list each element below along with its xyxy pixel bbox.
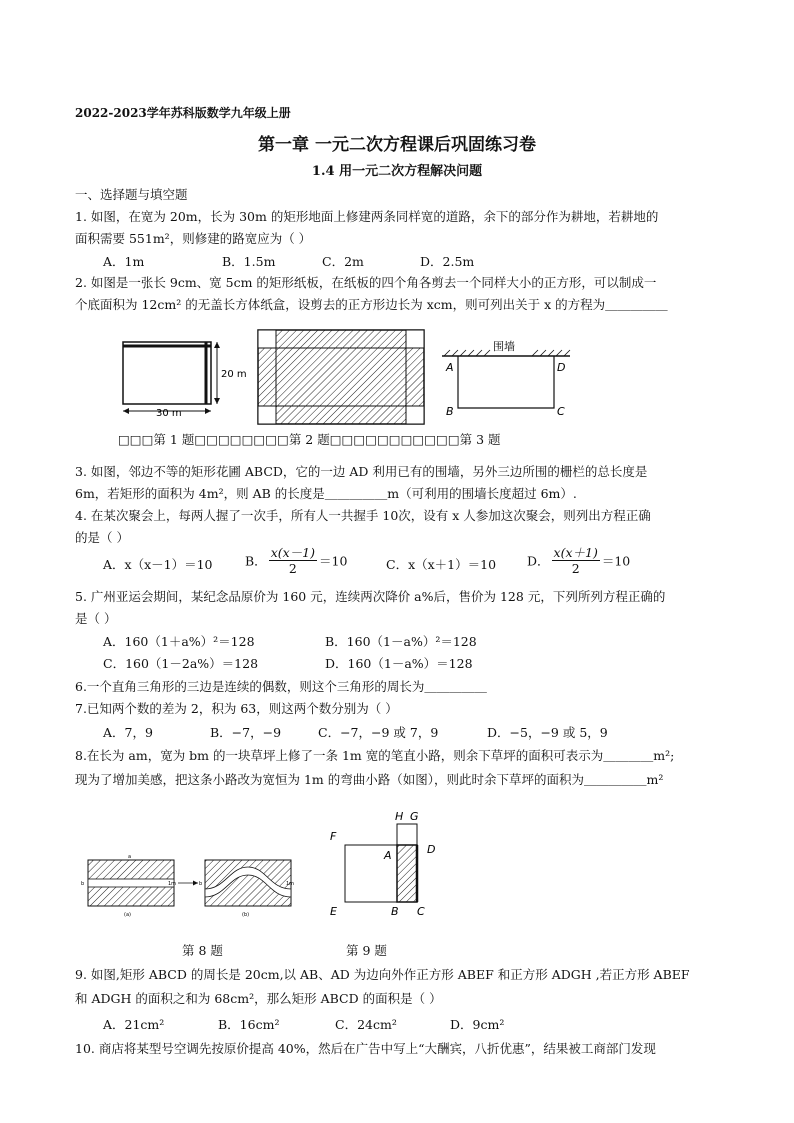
fig1-width-label: 30 m	[156, 408, 182, 419]
fig3-wall-label: 围墙	[493, 340, 515, 353]
q1-line2: 面积需要 551m²，则修建的路宽应为（ ）	[75, 231, 312, 246]
fig3-label-a: A	[446, 361, 454, 374]
q4-option-d-label: D．	[527, 553, 550, 569]
q4-option-b-numerator: x(x－1)	[270, 545, 315, 560]
q4-option-b-label: B．	[245, 553, 267, 569]
q9-option-d: D．9cm²	[450, 1017, 505, 1032]
q4-option-d-rhs: ＝10	[601, 553, 631, 569]
q4-option-d-denominator: 2	[571, 561, 580, 576]
q1-line1: 1. 如图，在宽为 20m，长为 30m 的矩形地面上修建两条同样宽的道路，余下的部分作为耕地，若耕地的	[75, 209, 659, 224]
q4-line1: 4. 在某次聚会上，每两人握了一次手，所有人一共握手 10次，设有 x 人参加这次聚会，则列出方程正确	[75, 508, 651, 523]
q4-option-b-denominator: 2	[288, 561, 297, 576]
fig8a-label-1m: 1m	[168, 881, 177, 887]
fig9-label-c: C	[417, 905, 425, 918]
q4-option-b-rhs: ＝10	[319, 553, 348, 569]
q10-line1: 10. 商店将某型号空调先按原价提高 40%，然后在广告中写上“大酬宾，八折优惠”，结果被工商部门发现	[75, 1041, 656, 1056]
figure-9-caption: 第 9 题	[346, 943, 387, 958]
q9-line2: 和 ADGH 的面积之和为 68cm²，那么矩形 ABCD 的面积是（ ）	[75, 991, 442, 1006]
fig9-label-d: D	[427, 843, 436, 856]
q4-option-a: A．x（x－1）＝10	[103, 557, 213, 572]
figure-1-field	[118, 336, 248, 426]
q2-line1: 2. 如图是一张长 9cm、宽 5cm 的矩形纸板，在纸板的四个角各剪去一个同样大小的正方形，可以制成一	[75, 275, 657, 290]
q4-option-b	[245, 545, 347, 576]
figure-8-caption: 第 8 题	[182, 943, 223, 958]
fig1-height-label: 20 m	[221, 369, 247, 380]
fig9-label-a: A	[384, 849, 392, 862]
q4-line2: 的是（ ）	[75, 530, 129, 545]
figure-9-squares	[325, 806, 445, 921]
fig3-label-c: C	[557, 405, 565, 418]
q5-line1: 5. 广州亚运会期间，某纪念品原价为 160 元，连续两次降价 a%后，售价为 128 元，下列所列方程正确的	[75, 589, 666, 604]
q9-option-c: C．24cm²	[335, 1017, 397, 1032]
q7-option-a: A．7，9	[103, 725, 153, 740]
part-heading: 一、选择题与填空题	[75, 187, 188, 202]
q5-option-c: C．160（1－2a%）＝128	[103, 656, 259, 671]
q5-option-d: D．160（1－a%）＝128	[325, 656, 473, 671]
series-title: 2022-2023学年苏科版数学九年级上册	[75, 106, 291, 120]
q9-option-a: A．21cm²	[103, 1017, 165, 1032]
fig8b-label-1m: 1m	[286, 881, 295, 887]
q9-line1: 9. 如图,矩形 ABCD 的周长是 20cm,以 AB、AD 为边向外作正方形 ABEF 和正方形 ADGH ,若正方形 ABEF	[75, 967, 690, 982]
q5-option-a: A．160（1＋a%）²＝128	[103, 634, 255, 649]
fig9-label-e: E	[330, 905, 337, 918]
q8-line1: 8.在长为 am，宽为 bm 的一块草坪上修了一条 1m 宽的笔直小路，则余下草坪的面积可表示为＿＿＿＿m²;	[75, 748, 675, 763]
fig8b-caption: (b)	[242, 912, 250, 918]
q4-option-d	[527, 545, 630, 576]
q1-option-b: B．1.5m	[222, 254, 276, 269]
q5-line2: 是（ ）	[75, 611, 117, 626]
q7-option-c: C．−7，−9 或 7，9	[318, 725, 439, 740]
q1-option-d: D．2.5m	[420, 254, 475, 269]
q6-line: 6.一个直角三角形的三边是连续的偶数，则这个三角形的周长为＿＿＿＿＿	[75, 679, 487, 694]
q3-line1: 3. 如图，邻边不等的矩形花圃 ABCD，它的一边 AD 利用已有的围墙，另外三边所围的栅栏的总长度是	[75, 464, 648, 479]
fig8a-caption: (a)	[124, 912, 131, 918]
figure-3-garden	[440, 338, 575, 423]
fig3-label-b: B	[446, 405, 454, 418]
fig9-label-h: H	[395, 810, 404, 823]
q7-option-b: B．−7，−9	[210, 725, 282, 740]
q4-option-c: C．x（x＋1）＝10	[386, 557, 497, 572]
q7-line1: 7.已知两个数的差为 2，积为 63，则这两个数分别为（ ）	[75, 701, 398, 716]
fig8a-label-b: b	[81, 881, 85, 887]
figure-8-lawn	[80, 852, 302, 920]
q7-option-d: D．−5，−9 或 5，9	[487, 725, 608, 740]
q1-option-c: C．2m	[322, 254, 364, 269]
fig8b-label-b: b	[199, 881, 203, 887]
fig3-label-d: D	[557, 361, 566, 374]
q8-line2: 现为了增加美感，把这条小路改为宽恒为 1m 的弯曲小路（如图），则此时余下草坪的面积为＿＿＿＿＿m²	[75, 772, 664, 787]
q5-option-b: B．160（1－a%）²＝128	[325, 634, 477, 649]
fig9-label-f: F	[330, 830, 337, 843]
figures-row1-caption: □□□第 1 题□□□□□□□□第 2 题□□□□□□□□□□□第 3 题	[118, 432, 501, 447]
section-title: 1.4 用一元二次方程解决问题	[311, 164, 483, 179]
q4-option-d-numerator: x(x＋1)	[553, 545, 598, 560]
q1-option-a: A．1m	[103, 254, 145, 269]
chapter-title: 第一章 一元二次方程课后巩固练习卷	[258, 135, 536, 155]
figure-2-cardboard	[256, 328, 428, 428]
fig9-label-g: G	[410, 810, 419, 823]
fig9-label-b: B	[391, 905, 399, 918]
q2-line2: 个底面积为 12cm² 的无盖长方体纸盒，设剪去的正方形边长为 xcm，则可列出关于 x 的方程为＿＿＿＿＿	[75, 297, 668, 312]
fig8a-label-a: a	[128, 854, 132, 860]
q9-option-b: B．16cm²	[218, 1017, 280, 1032]
q3-line2: 6m，若矩形的面积为 4m²，则 AB 的长度是＿＿＿＿＿m（可利用的围墙长度超过 6m）.	[75, 486, 577, 501]
